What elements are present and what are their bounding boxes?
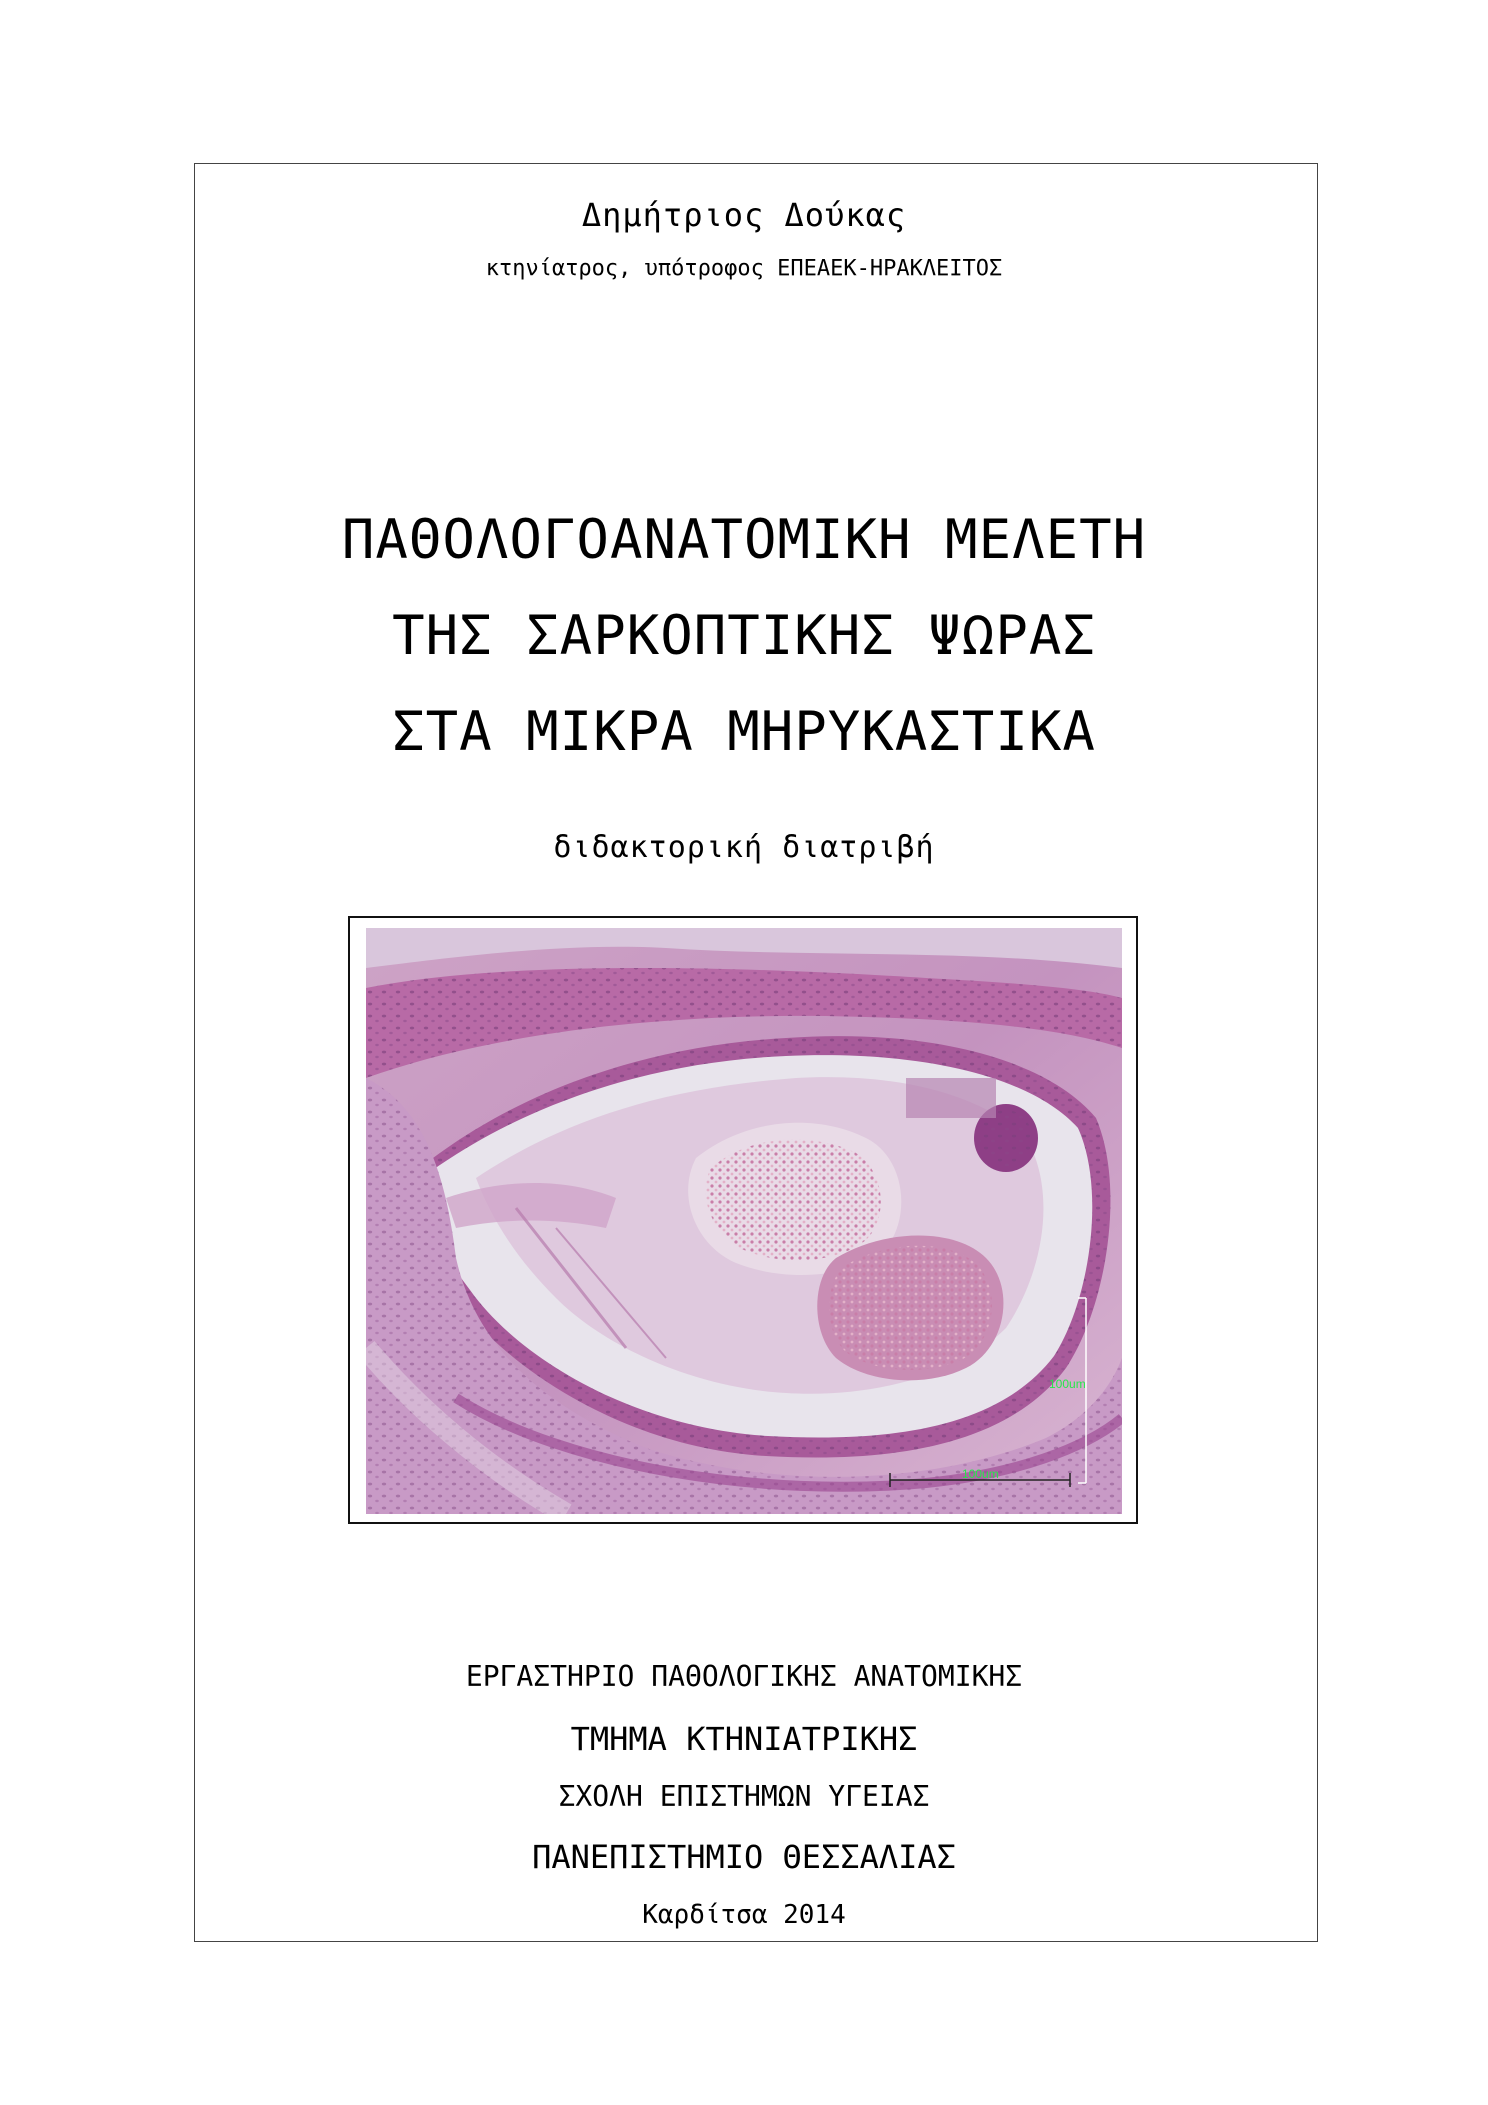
histology-micrograph [366, 928, 1122, 1514]
school-name: ΣΧΟΛΗ ΕΠΙΣΤΗΜΩΝ ΥΓΕΙΑΣ [558, 1780, 930, 1813]
lab-name: ΕΡΓΑΣΤΗΡΙΟ ΠΑΘΟΛΟΓΙΚΗΣ ΑΝΑΤΟΜΙΚΗΣ [465, 1660, 1023, 1693]
author-name: Δημήτριος Δούκας [581, 196, 907, 234]
scale-bar-horizontal-label: 100um [962, 1467, 999, 1481]
place-year: Καρδίτσα 2014 [642, 1900, 846, 1930]
author-affiliation: κτηνίατρος, υπότροφος ΕΠΕΑΕΚ-ΗΡΑΚΛΕΙΤΟΣ [485, 256, 1003, 281]
title-line-1: ΠΑΘΟΛΟΓΟΑΝΑΤΟΜΙΚΗ ΜΕΛΕΤΗ [341, 508, 1147, 571]
scale-bar-vertical-label: 100um [1049, 1377, 1086, 1391]
document-type: διδακτορική διατριβή [553, 830, 935, 865]
department-name: ΤΜΗΜΑ ΚΤΗΝΙΑΤΡΙΚΗΣ [570, 1720, 918, 1758]
title-line-2: ΤΗΣ ΣΑΡΚΟΠΤΙΚΗΣ ΨΩΡΑΣ [392, 604, 1096, 667]
title-line-3: ΣΤΑ ΜΙΚΡΑ ΜΗΡΥΚΑΣΤΙΚΑ [392, 700, 1096, 763]
university-name: ΠΑΝΕΠΙΣΤΗΜΙΟ ΘΕΣΣΑΛΙΑΣ [532, 1838, 956, 1876]
histology-figure [348, 916, 1138, 1524]
